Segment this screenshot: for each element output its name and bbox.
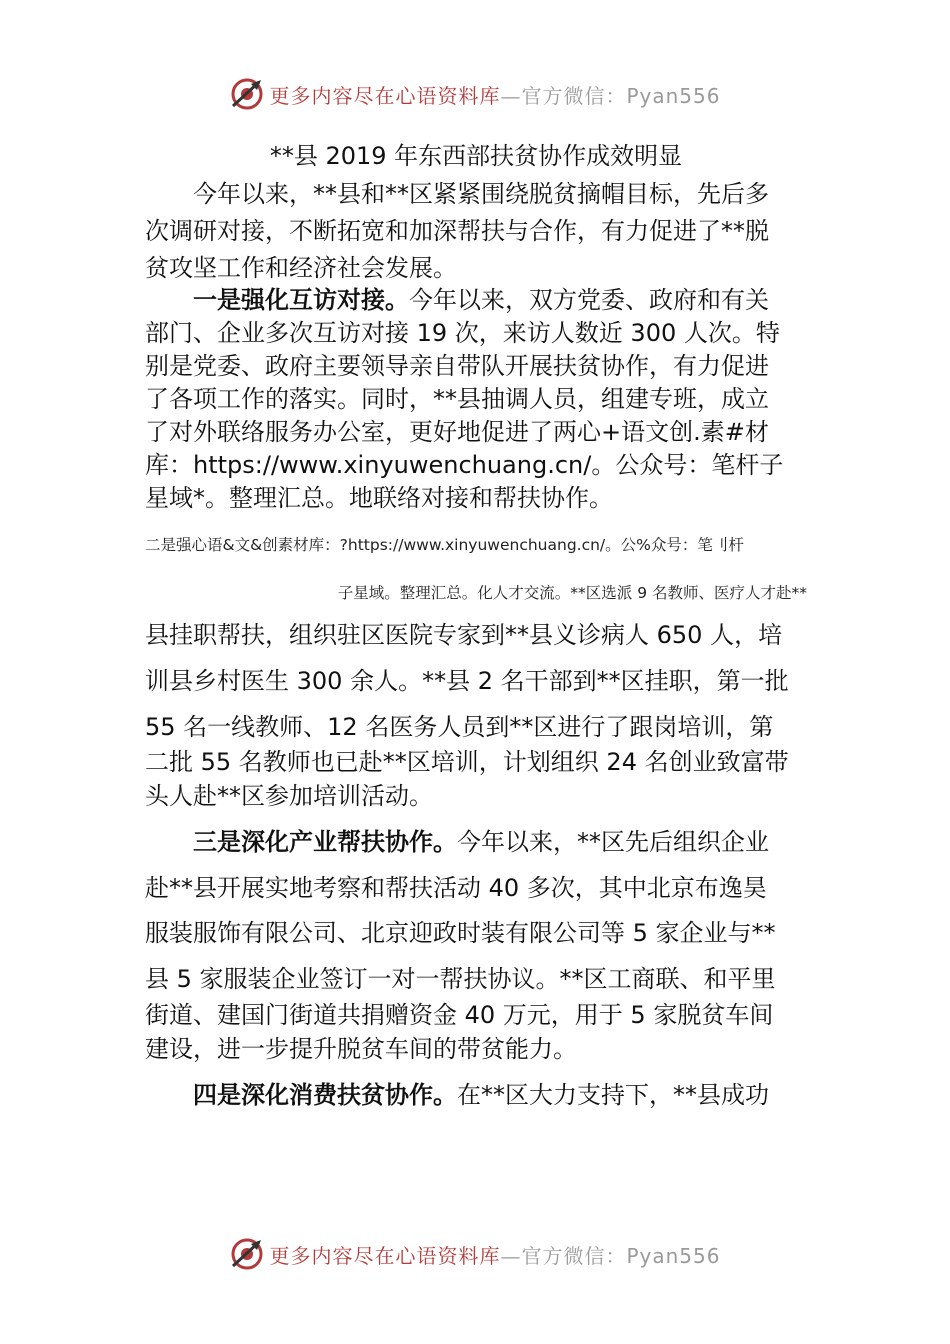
banner-wechat: 官方微信：Pyan556 <box>521 1243 721 1268</box>
p1-line: 贫攻坚工作和经济社会发展。 <box>145 254 457 282</box>
s3-line: 建设，进一步提升脱贫车间的带贫能力。 <box>145 1035 577 1063</box>
doc-title: **县 2019 年东西部扶贫协作成效明显 <box>269 142 683 170</box>
s2-line: 头人赴**区参加培训活动。 <box>145 782 433 810</box>
section-4-first-line <box>145 1080 807 1110</box>
p1-line: 今年以来，**县和**区紧紧围绕脱贫摘帽目标，先后多 <box>193 180 769 208</box>
s2-line: 训县乡村医生 300 余人。**县 2 名干部到**区挂职，第一批 <box>145 667 789 695</box>
p1-line: 次调研对接，不断拓宽和加深帮扶与合作，有力促进了**脱 <box>145 217 769 245</box>
s2-small-line: 二是强心语&文&创素材库：?https://www.xinyuwenchuang.cn/。公%众号：笔刂杆 <box>145 536 744 554</box>
section-4-heading: 四是深化消费扶贫协作。 <box>193 1081 457 1109</box>
s3-line: 县 5 家服装企业签订一对一帮扶协议。**区工商联、和平里 <box>145 965 776 993</box>
section-3-heading: 三是深化产业帮扶协作。 <box>193 828 457 856</box>
banner-text: 更多内容尽在心语资料库 <box>269 1243 501 1268</box>
banner-dash: — <box>500 1243 522 1268</box>
logo-icon <box>229 76 265 112</box>
s2-small-line: 子星域。整理汇总。化人才交流。**区选派 9 名教师、医疗人才赴** <box>337 584 807 602</box>
s2-line: 县挂职帮扶，组织驻区医院专家到**县义诊病人 650 人，培 <box>145 621 783 649</box>
banner-text: 更多内容尽在心语资料库 <box>269 83 501 108</box>
s1-line: 库：https://www.xinyuwenchuang.cn/。公众号：笔杆子 <box>145 451 784 479</box>
s1-line: 了各项工作的落实。同时，**县抽调人员，组建专班，成立 <box>145 385 769 413</box>
s2-line: 55 名一线教师、12 名医务人员到**区进行了跟岗培训，第 <box>145 713 774 741</box>
banner-dash: — <box>500 83 522 108</box>
section-4-lead: 在**区大力支持下，**县成功 <box>457 1081 769 1109</box>
s1-line: 部门、企业多次互访对接 19 次，来访人数近 300 人次。特 <box>145 319 780 347</box>
s3-line: 街道、建国门街道共捐赠资金 40 万元，用于 5 家脱贫车间 <box>145 1001 774 1029</box>
footer-banner <box>0 1234 950 1274</box>
section-1-heading: 一是强化互访对接。 <box>193 286 409 314</box>
s2-line: 二批 55 名教师也已赴**区培训，计划组织 24 名创业致富带 <box>145 748 789 776</box>
section-3-lead: 今年以来，**区先后组织企业 <box>457 828 769 856</box>
s3-line: 服装服饰有限公司、北京迎政时装有限公司等 5 家企业与** <box>145 919 776 947</box>
s1-line: 了对外联络服务办公室，更好地促进了两心+语文创.素#材 <box>145 418 769 446</box>
section-1-first-line <box>145 285 807 315</box>
section-1-lead: 今年以来，双方党委、政府和有关 <box>409 286 769 314</box>
banner-wechat: 官方微信：Pyan556 <box>521 83 721 108</box>
section-3-first-line <box>145 827 807 857</box>
logo-icon <box>229 1236 265 1272</box>
s3-line: 赴**县开展实地考察和帮扶活动 40 多次，其中北京布逸昊 <box>145 874 767 902</box>
s1-line: 星域*。整理汇总。地联络对接和帮扶协作。 <box>145 484 613 512</box>
s1-line: 别是党委、政府主要领导亲自带队开展扶贫协作，有力促进 <box>145 352 769 380</box>
header-banner <box>0 74 950 114</box>
